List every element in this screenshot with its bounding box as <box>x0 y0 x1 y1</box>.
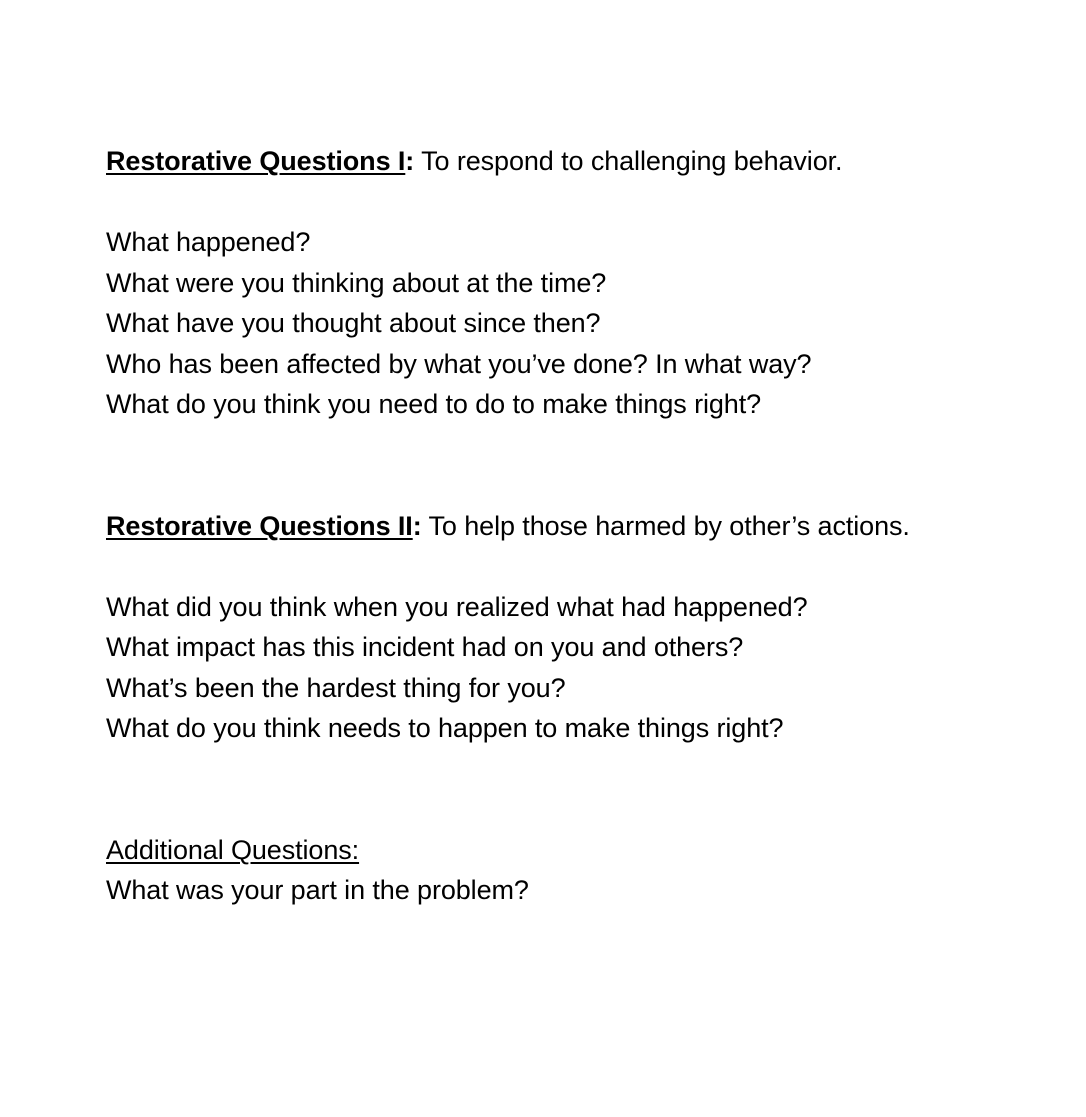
section-2-question: What impact has this incident had on you and others? <box>106 632 744 662</box>
section-2-question: What do you think needs to happen to make things right? <box>106 713 784 743</box>
section-2-subtitle: To help those harmed by other’s actions. <box>421 510 910 541</box>
section-3-title: Additional Questions: <box>106 834 360 865</box>
section-2-heading <box>106 506 1066 547</box>
section-1-title: Restorative Questions I <box>106 146 406 176</box>
spacer <box>106 749 1066 830</box>
document-body <box>106 141 1066 911</box>
section-1-question: What do you think you need to do to make things right? <box>106 389 762 419</box>
section-2-question: What did you think when you realized what had happened? <box>106 591 808 622</box>
section-2-title: Restorative Questions II <box>106 510 413 541</box>
section-3-question: What was your part in the problem? <box>106 875 529 905</box>
spacer <box>106 546 1066 587</box>
section-1-question: What happened? <box>106 227 311 257</box>
section-2-colon: : <box>412 510 422 541</box>
section-2-question: What’s been the hardest thing for you? <box>106 672 566 703</box>
section-1-colon: : <box>405 146 415 176</box>
spacer <box>106 425 1066 506</box>
section-1-question: Who has been affected by what you’ve done? In what way? <box>106 348 812 379</box>
section-1-heading <box>106 141 1066 182</box>
section-1-question: What have you thought about since then? <box>106 308 601 338</box>
spacer <box>106 182 1066 223</box>
section-3-heading <box>106 830 1066 871</box>
section-1-question: What were you thinking about at the time? <box>106 267 607 298</box>
section-1-subtitle: To respond to challenging behavior. <box>414 146 843 176</box>
